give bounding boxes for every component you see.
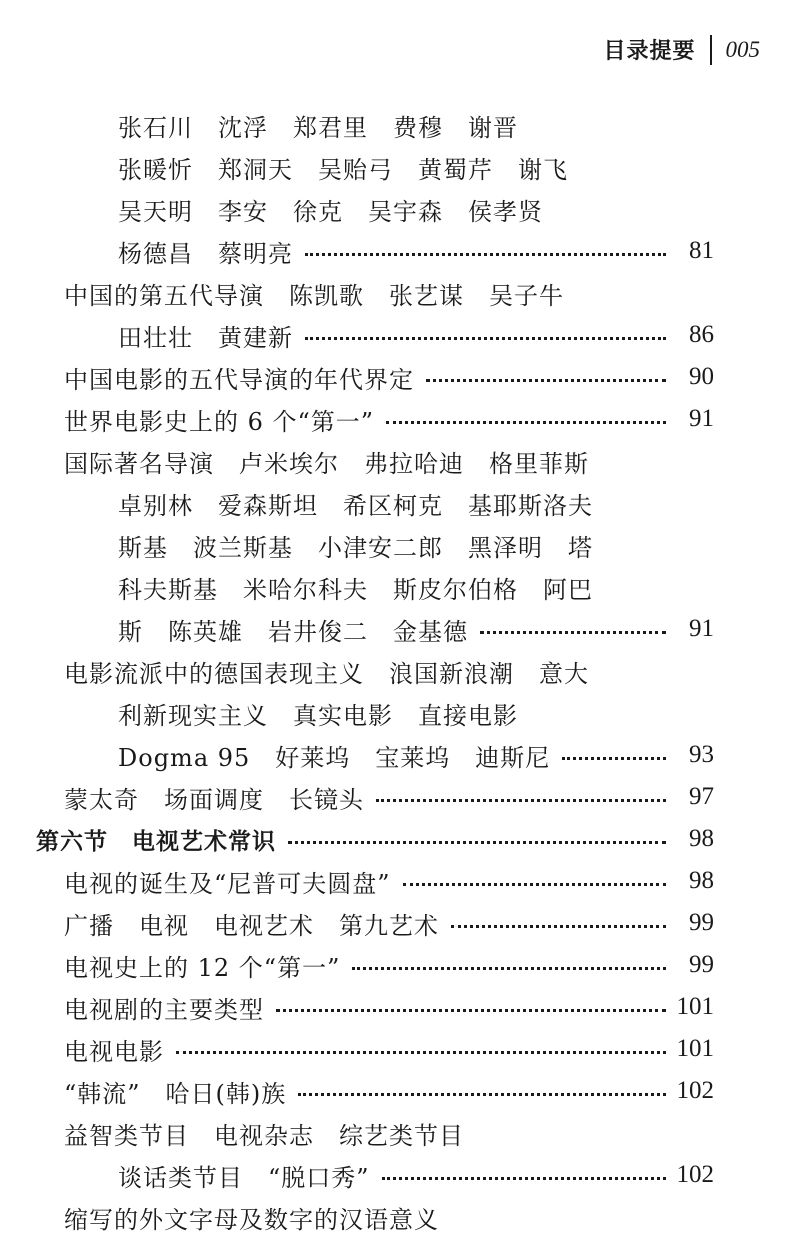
toc-entry [64,860,714,902]
toc-page-number: 91 [689,405,714,432]
toc-entry-text: 吴天明 李安 徐克 吴宇森 侯孝贤 [118,197,543,226]
toc-entry-text: 卓别林 爱森斯坦 希区柯克 基耶斯洛夫 [118,491,593,520]
dot-leader [403,883,666,886]
toc-entry-text: 电影流派中的德国表现主义 浪国新浪潮 意大 [64,659,589,688]
toc-entry [64,1070,714,1112]
toc-page-number: 86 [689,321,714,348]
toc-entry [64,272,714,314]
toc-page-number: 102 [676,1077,714,1104]
running-header [603,34,760,65]
toc-entry-text: 斯基 波兰斯基 小津安二郎 黑泽明 塔 [118,533,593,562]
toc-entry [118,146,714,188]
toc-entry-text: 杨德昌 蔡明亮 [118,239,293,268]
toc-entry [64,1028,714,1070]
toc-page-number: 97 [689,783,714,810]
toc-entry [118,104,714,146]
toc-page-number: 99 [689,909,714,936]
dot-leader [480,631,666,634]
toc-entry-text: 广播 电视 电视艺术 第九艺术 [64,911,439,940]
toc-entry [118,524,714,566]
toc-entry-text: 斯 陈英雄 岩井俊二 金基德 [118,617,468,646]
toc-entry-text: 电视电影 [64,1037,164,1066]
toc-entry-text: 电视剧的主要类型 [64,995,264,1024]
dot-leader [352,967,666,970]
toc-page-number: 90 [689,363,714,390]
toc-entry-text: 电视的诞生及“尼普可夫圆盘” [64,869,391,898]
toc-entry [64,902,714,944]
toc-entry-text: 利新现实主义 真实电影 直接电影 [118,701,518,730]
dot-leader [298,1093,666,1096]
dot-leader [276,1009,666,1012]
toc-entry-text: 电视史上的 12 个“第一” [64,953,341,982]
toc-entry-text: 世界电影史上的 6 个“第一” [64,407,375,436]
toc-entry-text: “韩流” 哈日(韩)族 [64,1079,287,1108]
dot-leader [451,925,666,928]
toc-page-number: 98 [689,825,714,852]
toc-entry [118,314,714,356]
toc-entry-text: 张石川 沈浮 郑君里 费穆 谢晋 [118,113,518,142]
header-divider [710,35,712,65]
toc-entry [64,440,714,482]
toc-entry [64,398,714,440]
toc-entry [64,986,714,1028]
toc-entry [118,608,714,650]
toc-entry [64,650,714,692]
toc-entry [118,1154,714,1196]
toc-entry [118,734,714,776]
dot-leader [382,1177,666,1180]
toc-entry [118,482,714,524]
header-page-number: 005 [725,36,760,62]
toc-entry [64,356,714,398]
toc-entry [64,776,714,818]
toc-page-number: 91 [689,615,714,642]
toc-entry-text: 缩写的外文字母及数字的汉语意义 [64,1205,439,1234]
toc-page-number: 98 [689,867,714,894]
toc-entry-text: 第六节 电视艺术常识 [36,828,276,855]
toc-entry-text: 科夫斯基 米哈尔科夫 斯皮尔伯格 阿巴 [118,575,593,604]
toc-page-number: 101 [676,1035,714,1062]
dot-leader [426,379,666,382]
toc-entry-text: Dogma 95 好莱坞 宝莱坞 迪斯尼 [118,743,551,772]
toc-entry-text: 谈话类节目 “脱口秀” [118,1163,370,1192]
toc-entry-text: 益智类节目 电视杂志 综艺类节目 [64,1121,464,1150]
toc-entry [64,944,714,986]
toc-entry [64,1196,714,1238]
toc-page-number: 102 [676,1161,714,1188]
dot-leader [376,799,666,802]
dot-leader [386,421,666,424]
dot-leader [176,1051,666,1054]
header-title: 目录提要 [603,39,696,64]
toc-entry-text: 国际著名导演 卢米埃尔 弗拉哈迪 格里菲斯 [64,449,589,478]
toc-page-number: 93 [689,741,714,768]
toc-entry-text: 田壮壮 黄建新 [118,323,293,352]
toc-entry [118,692,714,734]
dot-leader [562,757,666,760]
toc-section-heading [36,818,714,860]
toc-entry-text: 蒙太奇 场面调度 长镜头 [64,785,364,814]
toc-entry-text: 张暖忻 郑洞天 吴贻弓 黄蜀芹 谢飞 [118,155,568,184]
toc-entry [118,230,714,272]
toc-entry [64,1112,714,1154]
toc-entry-text: 中国电影的五代导演的年代界定 [64,365,414,394]
toc-entry [118,566,714,608]
dot-leader [305,253,666,256]
dot-leader [288,841,666,844]
toc-entry [118,188,714,230]
dot-leader [305,337,666,340]
toc-page-number: 101 [676,993,714,1020]
toc-entry-text: 中国的第五代导演 陈凯歌 张艺谋 吴子牛 [64,281,564,310]
toc-page-number: 81 [689,237,714,264]
toc-page-number: 99 [689,951,714,978]
